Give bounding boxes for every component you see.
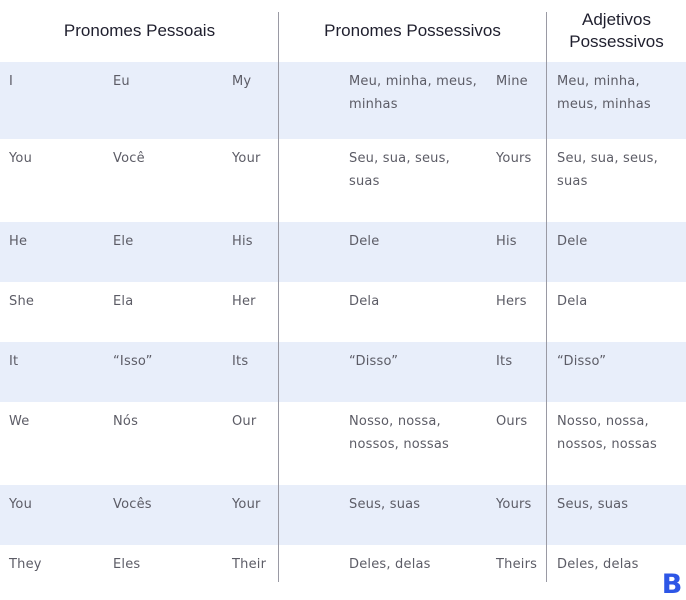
cell-adjective-portuguese-line1: Dela xyxy=(349,294,380,309)
header-possessive-adjectives-line1: Adjetivos xyxy=(582,10,651,29)
cell-pronoun-english: Yours xyxy=(496,497,532,512)
cell-pronoun-portuguese xyxy=(557,230,587,253)
cell-adjective-english: Your xyxy=(232,497,261,512)
cell-pronoun-portuguese xyxy=(557,493,628,516)
cell-portuguese: Nós xyxy=(113,414,139,429)
cell-pronoun-portuguese xyxy=(557,70,651,116)
cell-pronoun-english: Yours xyxy=(496,151,532,166)
cell-pronoun-portuguese-line1: Nosso, nossa, xyxy=(557,414,649,429)
cell-adjective-english: His xyxy=(232,234,253,249)
cell-pronoun-portuguese xyxy=(557,350,606,373)
cell-adjective-portuguese xyxy=(349,493,420,516)
cell-pronoun-english: Mine xyxy=(496,74,528,89)
cell-adjective-portuguese xyxy=(349,410,449,456)
cell-english: You xyxy=(9,497,33,512)
cell-adjective-portuguese xyxy=(349,350,398,373)
cell-pronoun-portuguese xyxy=(557,147,658,193)
cell-english: I xyxy=(9,74,14,89)
cell-english: He xyxy=(9,234,28,249)
cell-pronoun-portuguese xyxy=(557,553,639,576)
cell-adjective-english: Their xyxy=(232,557,267,572)
cell-pronoun-english: Hers xyxy=(496,294,527,309)
cell-pronoun-portuguese-line1: Meu, minha, xyxy=(557,74,640,89)
cell-adjective-portuguese-line2: nossos, nossas xyxy=(349,437,450,452)
cell-english: They xyxy=(9,557,42,572)
cell-pronoun-english: Ours xyxy=(496,414,528,429)
cell-adjective-portuguese-line1: Deles, delas xyxy=(349,557,431,572)
cell-adjective-portuguese xyxy=(349,230,379,253)
cell-adjective-english: Our xyxy=(232,414,257,429)
cell-adjective-portuguese xyxy=(349,70,477,116)
cell-adjective-portuguese-line1: Seus, suas xyxy=(349,497,421,512)
cell-adjective-portuguese xyxy=(349,147,450,193)
cell-portuguese: Eles xyxy=(113,557,141,572)
header-possessive-adjectives-line2: Possessivos xyxy=(569,32,664,51)
cell-adjective-english: My xyxy=(232,74,252,89)
cell-english: She xyxy=(9,294,35,309)
cell-adjective-portuguese-line1: Dele xyxy=(349,234,380,249)
header-possessive-pronouns: Pronomes Possessivos xyxy=(324,21,501,40)
table-row xyxy=(0,402,686,485)
cell-portuguese: Ele xyxy=(113,234,134,249)
cell-adjective-portuguese-line2: suas xyxy=(349,174,380,189)
cell-pronoun-english: Its xyxy=(496,354,513,369)
cell-adjective-portuguese xyxy=(349,553,431,576)
column-divider-2 xyxy=(546,12,547,582)
cell-portuguese: Eu xyxy=(113,74,130,89)
table-row xyxy=(0,342,686,402)
cell-pronoun-portuguese-line2: suas xyxy=(557,174,588,189)
table-row xyxy=(0,485,686,545)
cell-pronoun-english: Theirs xyxy=(496,557,538,572)
cell-pronoun-portuguese-line1: “Disso” xyxy=(557,354,607,369)
brand-logo: B xyxy=(661,569,683,600)
cell-adjective-portuguese-line1: Nosso, nossa, xyxy=(349,414,441,429)
cell-english: It xyxy=(9,354,19,369)
cell-english: You xyxy=(9,151,33,166)
cell-adjective-portuguese-line1: Meu, minha, meus, xyxy=(349,74,477,89)
cell-pronoun-portuguese-line2: meus, minhas xyxy=(557,97,651,112)
cell-english: We xyxy=(9,414,30,429)
cell-pronoun-portuguese-line1: Seus, suas xyxy=(557,497,629,512)
cell-pronoun-portuguese xyxy=(557,290,587,313)
cell-adjective-english: Its xyxy=(232,354,249,369)
cell-pronoun-english: His xyxy=(496,234,517,249)
cell-portuguese: “Isso” xyxy=(113,354,153,369)
table-row xyxy=(0,139,686,222)
cell-adjective-portuguese-line2: minhas xyxy=(349,97,398,112)
cell-adjective-portuguese xyxy=(349,290,379,313)
header-personal-pronouns: Pronomes Pessoais xyxy=(63,21,216,40)
cell-adjective-english: Your xyxy=(232,151,261,166)
table-row xyxy=(0,282,686,342)
cell-adjective-portuguese-line1: “Disso” xyxy=(349,354,399,369)
table-row xyxy=(0,62,686,139)
table-row xyxy=(0,545,686,600)
cell-pronoun-portuguese-line1: Dela xyxy=(557,294,588,309)
cell-pronoun-portuguese-line1: Dele xyxy=(557,234,588,249)
cell-portuguese: Vocês xyxy=(113,497,152,512)
cell-portuguese: Ela xyxy=(113,294,134,309)
cell-pronoun-portuguese-line1: Deles, delas xyxy=(557,557,639,572)
cell-pronoun-portuguese-line2: nossos, nossas xyxy=(557,437,658,452)
cell-portuguese: Você xyxy=(113,151,145,166)
table-row xyxy=(0,222,686,282)
cell-adjective-english: Her xyxy=(232,294,256,309)
header-possessive-adjectives xyxy=(547,0,686,62)
column-divider-1 xyxy=(278,12,279,582)
cell-pronoun-portuguese xyxy=(557,410,657,456)
cell-pronoun-portuguese-line1: Seu, sua, seus, xyxy=(557,151,658,166)
cell-adjective-portuguese-line1: Seu, sua, seus, xyxy=(349,151,450,166)
